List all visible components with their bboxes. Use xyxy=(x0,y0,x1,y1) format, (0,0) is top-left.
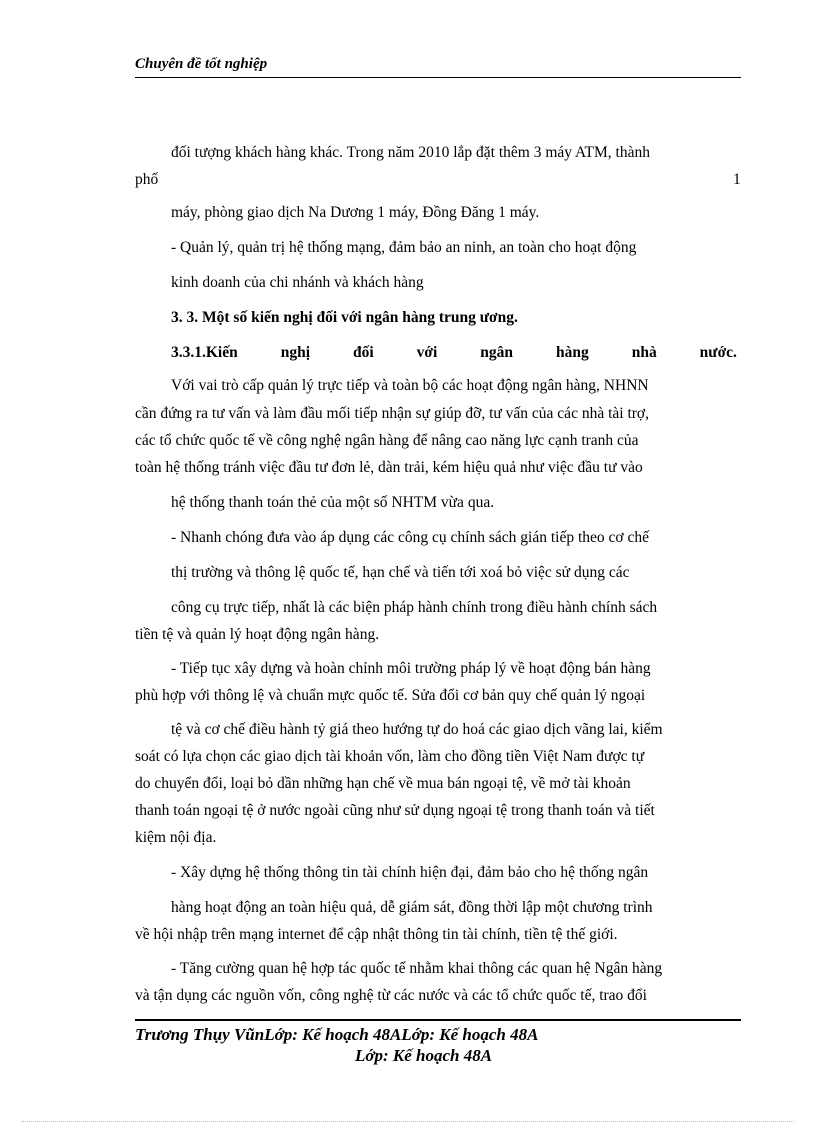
text-line: - Xây dựng hệ thống thông tin tài chính hiện đại, đảm bảo cho hệ thống ngân xyxy=(171,864,649,881)
text-line: - Tăng cường quan hệ hợp tác quốc tế nhằm khai thông các quan hệ Ngân hàng xyxy=(171,960,663,977)
section-heading: 3. 3. Một số kiến nghị đối với ngân hàng trung ương. xyxy=(171,309,518,326)
heading-word: 3.3.1.Kiến xyxy=(171,344,238,361)
text-line: hệ thống thanh toán thẻ của một số NHTM vừa qua. xyxy=(171,494,495,511)
text-line: do chuyển đổi, loại bỏ dần những hạn chế về mua bán ngoại tệ, về mở tài khoản xyxy=(135,775,631,792)
text-line: các tổ chức quốc tế về công nghệ ngân hàng để nâng cao năng lực cạnh tranh của xyxy=(135,432,639,449)
text-line: đối tượng khách hàng khác. Trong năm 2010 lắp đặt thêm 3 máy ATM, thành xyxy=(171,144,650,161)
text-line: kinh doanh của chi nhánh và khách hàng xyxy=(171,274,424,291)
text-line: phù hợp với thông lệ và chuẩn mực quốc tế. Sửa đổi cơ bản quy chế quản lý ngoại xyxy=(135,687,646,704)
text-line: Với vai trò cấp quản lý trực tiếp và toàn bộ các hoạt động ngân hàng, NHNN xyxy=(171,377,649,394)
text-line: phố xyxy=(135,171,159,188)
text-line: soát có lựa chọn các giao dịch tài khoản vốn, làm cho đồng tiền Việt Nam được tự xyxy=(135,748,645,765)
heading-word: nhà xyxy=(631,344,657,361)
text-line: máy, phòng giao dịch Na Dương 1 máy, Đồng Đăng 1 máy. xyxy=(171,204,540,221)
text-line: thanh toán ngoại tệ ở nước ngoài cũng như sử dụng ngoại tệ trong thanh toán và tiết xyxy=(135,802,655,819)
heading-word: ngân xyxy=(480,344,514,361)
text-line: toàn hệ thống tránh việc đầu tư đơn lẻ, dàn trải, kém hiệu quả như việc đầu tư vào xyxy=(135,459,643,476)
text-line: tiền tệ và quản lý hoạt động ngân hàng. xyxy=(135,626,380,643)
text-line: - Tiếp tục xây dựng và hoàn chỉnh môi trường pháp lý về hoạt động bán hàng xyxy=(171,660,651,677)
heading-word: với xyxy=(416,344,438,361)
page-header-title: Chuyên đề tốt nghiệp xyxy=(135,56,268,72)
text-line: tệ và cơ chế điều hành tỷ giá theo hướng tự do hoá các giao dịch vãng lai, kiểm xyxy=(171,721,663,738)
heading-word: hàng xyxy=(555,344,589,361)
text-line: - Nhanh chóng đưa vào áp dụng các công cụ chính sách gián tiếp theo cơ chế xyxy=(171,529,649,546)
text-line: hàng hoạt động an toàn hiệu quả, dễ giám sát, đồng thời lập một chương trình xyxy=(171,899,653,916)
text-line: và tận dụng các nguồn vốn, công nghệ từ các nước và các tổ chức quốc tế, trao đổi xyxy=(135,987,647,1004)
header-rule xyxy=(135,77,741,78)
text-line: cần đứng ra tư vấn và làm đầu mối tiếp nhận sự giúp đỡ, tư vấn của các nhà tài trợ, xyxy=(135,405,649,422)
footer-rule xyxy=(135,1019,741,1021)
heading-word: đối xyxy=(353,344,374,361)
text-line: công cụ trực tiếp, nhất là các biện pháp hành chính trong điều hành chính sách xyxy=(171,599,658,616)
subsection-heading xyxy=(171,344,737,362)
page-boundary xyxy=(22,1121,794,1122)
footer-author-class: Trương Thụy VũnLớp: Kế hoạch 48ALớp: Kế hoạch 48A xyxy=(135,1025,539,1044)
text-line: về hội nhập trên mạng internet để cập nhật thông tin tài chính, tiền tệ thế giới. xyxy=(135,926,618,943)
footer-class: Lớp: Kế hoạch 48A xyxy=(355,1046,493,1065)
text-line: - Quản lý, quản trị hệ thống mạng, đảm bảo an ninh, an toàn cho hoạt động xyxy=(171,239,637,256)
text-line: thị trường và thông lệ quốc tế, hạn chế và tiến tới xoá bỏ việc sử dụng các xyxy=(171,564,630,581)
text-line: 1 xyxy=(733,171,741,188)
text-line: kiệm nội địa. xyxy=(135,829,217,846)
heading-word: nghị xyxy=(280,344,311,361)
heading-word: nước. xyxy=(699,344,737,361)
